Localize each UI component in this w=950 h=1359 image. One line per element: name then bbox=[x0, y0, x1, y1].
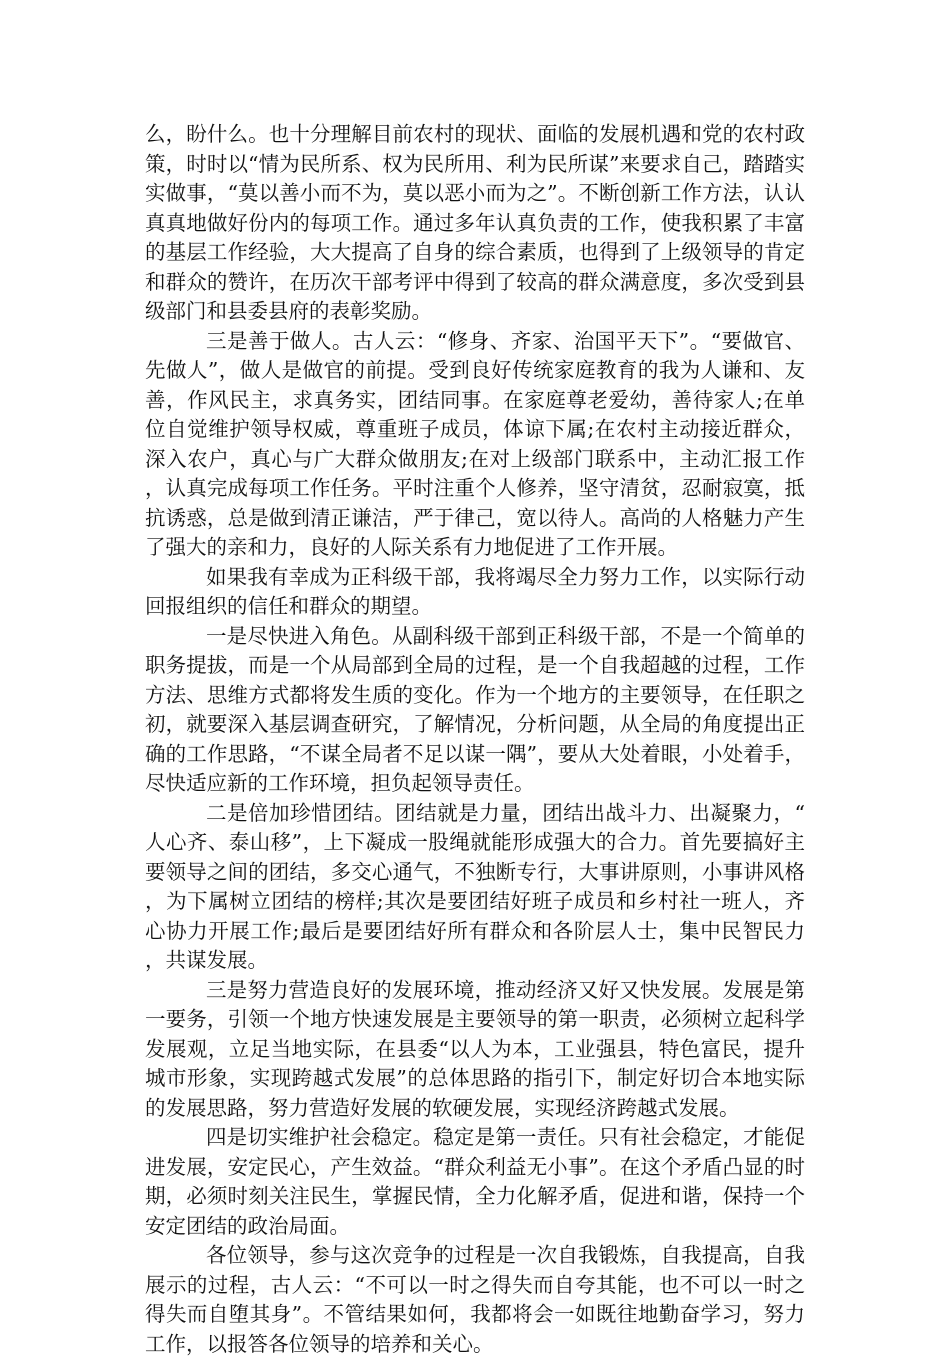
body-paragraph-continuation: 么，盼什么。也十分理解目前农村的现状、面临的发展机遇和党的农村政策，时时以“情为民所系、权为民所用、利为民所谋”来要求自己，踏踏实实做事，“莫以善小而不为，莫以恶小而为之”。不断创新工作方法，认认真真地做好份内的每项工作。通过多年认真负责的工作，使我积累了丰富的基层工作经验，大大提高了自身的综合素质，也得到了上级领导的肯定和群众的赞许，在历次干部考评中得到了较高的群众满意度，多次受到县级部门和县委县府的表彰奖励。 bbox=[145, 122, 805, 323]
body-paragraph-good-at-conduct: 三是善于做人。古人云：“修身、齐家、治国平天下”。“要做官、先做人”，做人是做官的前提。受到良好传统家庭教育的我为人谦和、友善，作风民主，求真务实，团结同事。在家庭尊老爱幼，善待家人;在单位自觉维护领导权威，尊重班子成员，体谅下属;在农村主动接近群众，深入农户，真心与广大群众做朋友;在对上级部门联系中，主动汇报工作，认真完成每项工作任务。平时注重个人修养，坚守清贫，忍耐寂寞，抵抗诱惑，总是做到清正谦洁，严于律己，宽以待人。高尚的人格魅力产生了强大的亲和力，良好的人际关系有力地促进了工作开展。 bbox=[145, 328, 805, 559]
body-paragraph-enter-role: 一是尽快进入角色。从副科级干部到正科级干部，不是一个简单的职务提拔，而是一个从局部到全局的过程，是一个自我超越的过程，工作方法、思维方式都将发生质的变化。作为一个地方的主要领导，在任职之初，就要深入基层调查研究，了解情况，分析问题，从全局的角度提出正确的工作思路，“不谋全局者不足以谋一隅”，要从大处着眼，小处着手，尽快适应新的工作环境，担负起领导责任。 bbox=[145, 623, 805, 795]
body-paragraph-unity: 二是倍加珍惜团结。团结就是力量，团结出战斗力、出凝聚力，“人心齐、泰山移”，上下凝成一股绳就能形成强大的合力。首先要搞好主要领导之间的团结，多交心通气，不独断专行，大事讲原则，小事讲风格，为下属树立团结的榜样;其次是要团结好班子成员和乡村社一班人，齐心协力开展工作;最后是要团结好所有群众和各阶层人士，集中民智民力，共谋发展。 bbox=[145, 800, 805, 972]
document-page bbox=[145, 120, 805, 1359]
body-paragraph-development-environment: 三是努力营造良好的发展环境，推动经济又好又快发展。发展是第一要务，引领一个地方快速发展是主要领导的第一职责，必须树立起科学发展观，立足当地实际，在县委“以人为本，工业强县，特色富民，提升城市形象，实现跨越式发展”的总体思路的指引下，制定好切合本地实际的发展思路，努力营造好发展的软硬发展，实现经济跨越式发展。 bbox=[145, 977, 805, 1120]
body-paragraph-closing: 各位领导，参与这次竞争的过程是一次自我锻炼，自我提高，自我展示的过程，古人云：“不可以一时之得失而自夸其能，也不可以一时之得失而自堕其身”。不管结果如何，我都将会一如既往地勤奋学习，努力工作，以报答各位领导的培养和关心。 bbox=[145, 1243, 805, 1356]
body-paragraph-social-stability: 四是切实维护社会稳定。稳定是第一责任。只有社会稳定，才能促进发展，安定民心，产生效益。“群众利益无小事”。在这个矛盾凸显的时期，必须时刻关注民生，掌握民情，全力化解矛盾，促进和谐，保持一个安定团结的政治局面。 bbox=[145, 1125, 805, 1238]
body-paragraph-commitment: 如果我有幸成为正科级干部，我将竭尽全力努力工作，以实际行动回报组织的信任和群众的期望。 bbox=[145, 564, 805, 618]
